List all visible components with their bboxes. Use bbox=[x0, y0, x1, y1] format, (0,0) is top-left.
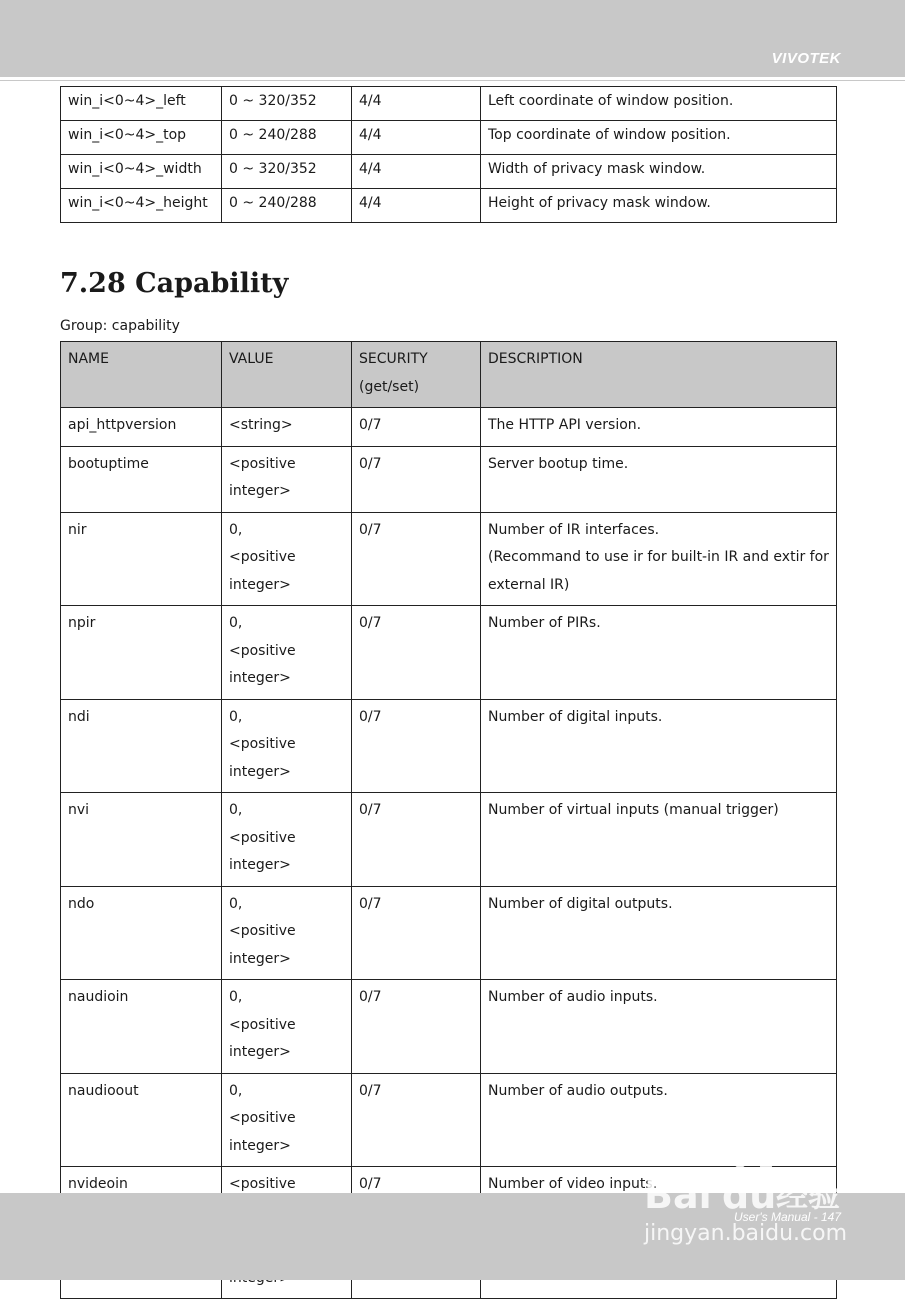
cell-description-line: Number of virtual inputs (manual trigger) bbox=[488, 802, 779, 818]
cell-value-line: <string> bbox=[229, 417, 293, 433]
cell-security: 0/7 bbox=[352, 793, 481, 887]
cell-description-line: Server bootup time. bbox=[488, 455, 629, 472]
svg-text:du: du bbox=[722, 1173, 777, 1217]
cell-name: nvi bbox=[61, 793, 222, 887]
cell-security: 0/7 bbox=[352, 980, 481, 1074]
section-title: 7.28 Capability bbox=[60, 268, 289, 299]
cell-value-line: <positive bbox=[229, 1016, 296, 1033]
cell-security: 0/7 bbox=[352, 446, 481, 512]
table-row bbox=[61, 189, 837, 223]
cell-description bbox=[481, 886, 837, 980]
cell-value-line: integer> bbox=[229, 857, 291, 873]
cell-security: 0/7 bbox=[352, 699, 481, 793]
header-security-line: (get/set) bbox=[359, 378, 420, 395]
cell-name: win_i<0~4>_top bbox=[61, 121, 222, 155]
cell-name: naudioin bbox=[61, 980, 222, 1074]
cell-value: 0 ~ 240/288 bbox=[222, 189, 352, 223]
cell-security: 0/7 bbox=[352, 1167, 481, 1233]
cell-security: 4/4 bbox=[352, 189, 481, 223]
cell-security: 0/7 bbox=[352, 512, 481, 606]
cell-description: Width of privacy mask window. bbox=[481, 155, 837, 189]
cell-description bbox=[481, 793, 837, 887]
cell-value-line: 0, bbox=[229, 708, 243, 725]
cell-value: 0 ~ 320/352 bbox=[222, 155, 352, 189]
cell-value-line: <positive bbox=[229, 549, 296, 565]
cell-value bbox=[222, 446, 352, 512]
cell-name: ndi bbox=[61, 699, 222, 793]
cell-description bbox=[481, 446, 837, 512]
header-value: VALUE bbox=[222, 342, 352, 408]
cell-value-line: integer> bbox=[229, 483, 291, 499]
table-row bbox=[61, 980, 837, 1074]
table-row bbox=[61, 121, 837, 155]
cell-name: naudioout bbox=[61, 1073, 222, 1167]
cell-value bbox=[222, 886, 352, 980]
header-security-line: SECURITY bbox=[359, 351, 428, 367]
cell-name: nir bbox=[61, 512, 222, 606]
header-security bbox=[352, 342, 481, 408]
cell-name: ndo bbox=[61, 886, 222, 980]
cell-value-line: integer> bbox=[229, 1044, 291, 1060]
page-number: User's Manual - 147 bbox=[733, 1210, 841, 1224]
header-name: NAME bbox=[61, 342, 222, 408]
header-description: DESCRIPTION bbox=[481, 342, 837, 408]
cell-value-line: 0, bbox=[229, 615, 243, 631]
cell-description-line: Number of audio inputs. bbox=[488, 989, 658, 1005]
cell-value bbox=[222, 1073, 352, 1167]
cell-value-line: 0, bbox=[229, 521, 243, 538]
cell-description bbox=[481, 980, 837, 1074]
cell-description-line: Number of digital inputs. bbox=[488, 708, 663, 725]
cell-name: npir bbox=[61, 606, 222, 700]
cell-value-line: 0, bbox=[229, 1082, 243, 1099]
table-row bbox=[61, 512, 837, 606]
table-row bbox=[61, 606, 837, 700]
cell-description-line: Number of digital outputs. bbox=[488, 895, 673, 912]
group-label: Group: capability bbox=[60, 318, 180, 334]
svg-text:jingyan.baidu.com: jingyan.baidu.com bbox=[644, 1221, 848, 1246]
cell-value-line: integer> bbox=[229, 576, 291, 593]
cell-value bbox=[222, 793, 352, 887]
cell-value-line: <positive bbox=[229, 1176, 296, 1192]
header-rule bbox=[0, 80, 905, 81]
cell-value-line: <positive bbox=[229, 455, 296, 472]
cell-value-line: integer> bbox=[229, 763, 291, 780]
cell-value-line: integer> bbox=[229, 1137, 291, 1154]
cell-name: win_i<0~4>_height bbox=[61, 189, 222, 223]
cell-name: nvideoin bbox=[61, 1167, 222, 1233]
cell-description-line: external IR) bbox=[488, 576, 570, 593]
privacy-mask-table bbox=[60, 86, 837, 223]
cell-description bbox=[481, 408, 837, 447]
cell-value-line: 0, bbox=[229, 895, 243, 912]
brand-logo-text: VIVOTEK bbox=[771, 50, 841, 67]
cell-security: 4/4 bbox=[352, 87, 481, 121]
page-header-band bbox=[0, 0, 905, 77]
table-row bbox=[61, 793, 837, 887]
table-row bbox=[61, 408, 837, 447]
cell-security: 0/7 bbox=[352, 1073, 481, 1167]
cell-name: bootuptime bbox=[61, 446, 222, 512]
cell-description-line: Number of video inputs. bbox=[488, 1176, 658, 1192]
cell-value bbox=[222, 512, 352, 606]
cell-description-line: (Recommand to use ir for built-in IR and extir for bbox=[488, 549, 829, 565]
cell-security: 4/4 bbox=[352, 121, 481, 155]
baidu-watermark-logo bbox=[640, 1148, 855, 1248]
cell-description-line: Number of PIRs. bbox=[488, 615, 601, 631]
cell-description bbox=[481, 512, 837, 606]
cell-name: api_httpversion bbox=[61, 408, 222, 447]
cell-value-line: <positive bbox=[229, 736, 296, 752]
cell-description bbox=[481, 699, 837, 793]
cell-value-line: 0, bbox=[229, 989, 243, 1005]
cell-value bbox=[222, 408, 352, 447]
cell-value-line: <positive bbox=[229, 642, 296, 659]
cell-value: 0 ~ 240/288 bbox=[222, 121, 352, 155]
table-row bbox=[61, 155, 837, 189]
table-row bbox=[61, 87, 837, 121]
table-row bbox=[61, 699, 837, 793]
table-row bbox=[61, 446, 837, 512]
cell-value-line: <positive bbox=[229, 829, 296, 846]
cell-description-line: Number of audio outputs. bbox=[488, 1082, 668, 1099]
svg-text:Bai: Bai bbox=[644, 1173, 712, 1217]
cell-value-line: integer> bbox=[229, 950, 291, 967]
cell-value-line: <positive bbox=[229, 1110, 296, 1126]
cell-description: Top coordinate of window position. bbox=[481, 121, 837, 155]
cell-description: Height of privacy mask window. bbox=[481, 189, 837, 223]
cell-name: win_i<0~4>_left bbox=[61, 87, 222, 121]
cell-description-line: Number of IR interfaces. bbox=[488, 521, 660, 538]
cell-value bbox=[222, 699, 352, 793]
cell-value-line: integer> bbox=[229, 670, 291, 686]
table-header-row bbox=[61, 342, 837, 408]
cell-value: 0 ~ 320/352 bbox=[222, 87, 352, 121]
cell-value-line: <positive bbox=[229, 923, 296, 939]
cell-value bbox=[222, 606, 352, 700]
cell-description: Left coordinate of window position. bbox=[481, 87, 837, 121]
cell-security: 0/7 bbox=[352, 886, 481, 980]
cell-name: win_i<0~4>_width bbox=[61, 155, 222, 189]
cell-security: 0/7 bbox=[352, 606, 481, 700]
cell-value-line: 0, bbox=[229, 802, 243, 818]
cell-security: 0/7 bbox=[352, 408, 481, 447]
cell-value bbox=[222, 980, 352, 1074]
cell-description bbox=[481, 606, 837, 700]
cell-description-line: The HTTP API version. bbox=[488, 417, 642, 433]
svg-text:经验: 经验 bbox=[776, 1176, 841, 1214]
table-row bbox=[61, 886, 837, 980]
cell-security: 4/4 bbox=[352, 155, 481, 189]
